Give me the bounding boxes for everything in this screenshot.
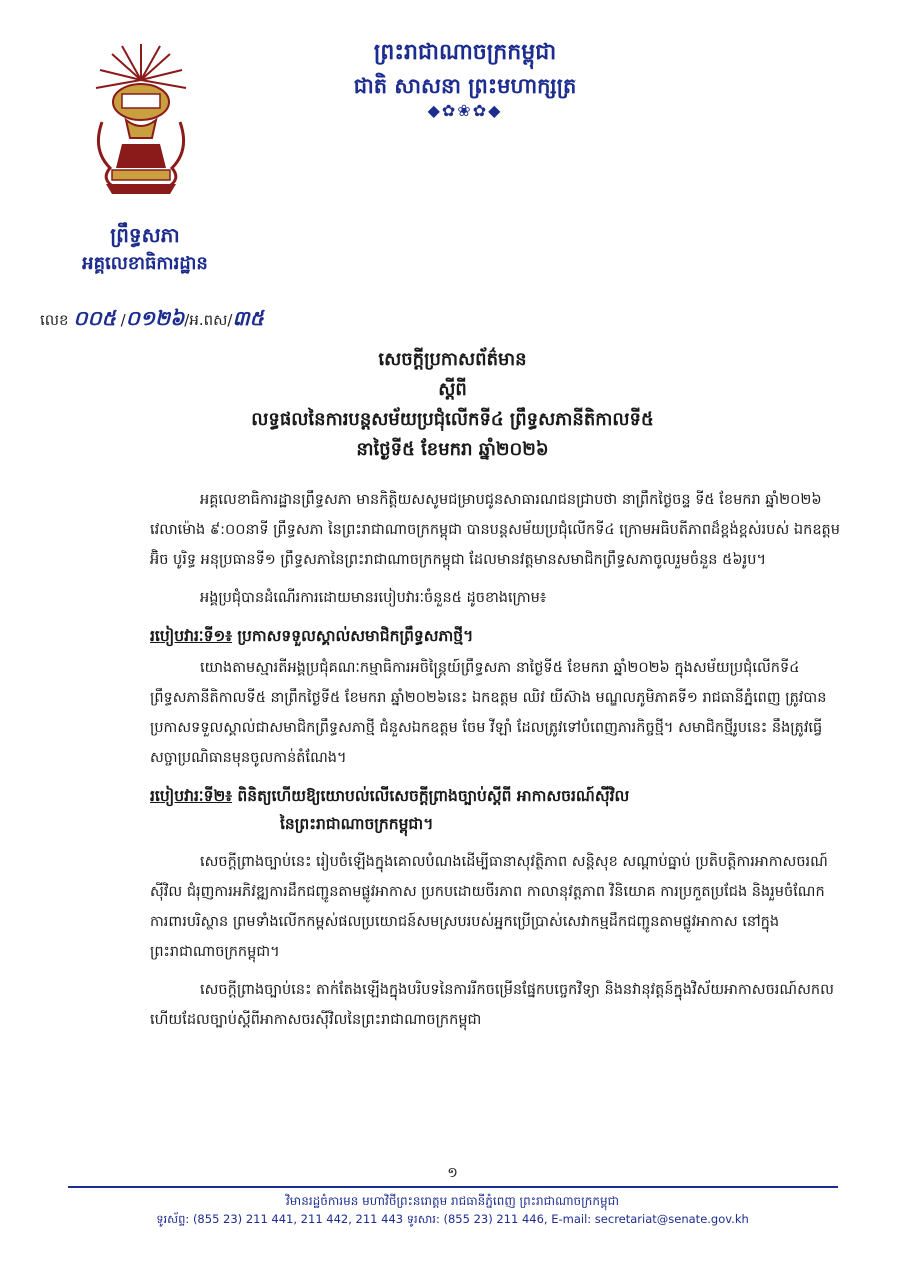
- reference-prefix: លេខ: [40, 311, 69, 329]
- ornament-divider: ◆✿❀✿◆: [427, 101, 503, 120]
- agenda-item-2-heading: [150, 781, 850, 811]
- document-body: [150, 485, 850, 1043]
- agenda-item-1-text: យោងតាមស្មារតីអង្គប្រជុំគណៈកម្មាធិការអចិន្ត្រៃយ៍ព្រឹទ្ធសភា នាថ្ងៃទី៥ ខែមករា ឆ្នាំ២០២៦ ក្នុងសម័យប្រជុំលើកទី៤ ព្រឹទ្ធសភានីតិកាលទី៥ នាព្រឹកថ្ងៃទី៥ ខែមករា ឆ្នាំ២០២៦នេះ ឯកឧត្តម ឈិវ យីស៊ាង មណ្ឌលភូមិភាគទី១ រាជធានីភ្នំពេញ ត្រូវបានប្រកាសទទួលស្គាល់ជាសមាជិកព្រឹទ្ធសភាថ្មី ជំនួសឯកឧត្តម ចែម វីឡាំ ដែលត្រូវទៅបំពេញភារកិច្ចថ្មី។ សមាជិកថ្មីរូបនេះ នឹងត្រូវធ្វើសច្ចាប្រណិធានមុនចូលកាន់តំណែង។: [150, 660, 827, 766]
- footer-contacts: ទូរស័ព្ទ: (855 23) 211 441, 211 442, 211 443 ទូរសារ: (855 23) 211 446, E-mail: secretariat@senate.gov.kh: [156, 1212, 749, 1226]
- senate-emblem: [82, 40, 200, 198]
- agenda-item-2-title-cont: នៃព្រះរាជាណាចក្រកម្ពុជា។: [280, 815, 434, 833]
- agenda-item-1-heading: [150, 621, 850, 651]
- page-footer: [0, 1162, 905, 1228]
- agenda-item-2-label: របៀបវារៈទី២៖: [150, 787, 233, 805]
- department-name: អគ្គលេខាធិការដ្ឋាន: [82, 253, 208, 274]
- title-line-1: សេចក្តីប្រកាសព័ត៌មាន: [378, 349, 527, 370]
- reference-code: /អ.ពស/: [184, 311, 233, 329]
- kingdom-header: [280, 36, 650, 120]
- footer-divider: [68, 1186, 838, 1188]
- intro-paragraph: អគ្គលេខាធិការដ្ឋានព្រឹទ្ធសភា មានកិត្តិយសសូមជម្រាបជូនសាធារណជនជ្រាបថា នាព្រឹកថ្ងៃចន្ទ ទី៥ ខែមករា ឆ្នាំ២០២៦ វេលាម៉ោង ៩:០០នាទី ព្រឹទ្ធសភា នៃព្រះរាជាណាចក្រកម្ពុជា បានបន្តសម័យប្រជុំលើកទី៤ ក្រោមអធិបតីភាពដ៏ខ្ពង់ខ្ពស់របស់ ឯកឧត្តម អ៊ិច បូរិទ្ធ អនុប្រធានទី១ ព្រឹទ្ធសភានៃព្រះរាជាណាចក្រកម្ពុជា ដែលមានវត្តមានសមាជិកព្រឹទ្ធសភាចូលរួមចំនួន ៥៦រូប។: [150, 492, 840, 568]
- agenda-item-1-title: ប្រកាសទទួលស្គាល់សមាជិកព្រឹទ្ធសភាថ្មី។: [237, 627, 474, 645]
- footer-address: វិមានរដ្ឋចំការមន មហាវិថីព្រះនរោត្តម រាជធានីភ្នំពេញ ព្រះរាជាណាចក្រកម្ពុជា: [285, 1194, 619, 1208]
- agenda-intro: អង្គប្រជុំបានដំណើរការដោយមានរបៀបវារៈចំនួន៥ ដូចខាងក្រោម៖: [200, 590, 547, 606]
- page-number: ១: [447, 1165, 458, 1181]
- reference-number: លេខ ០០៥ /០១២៦/អ.ពស/៣៥: [40, 306, 264, 330]
- organization-block: [40, 220, 250, 278]
- agenda-item-2-text-1: សេចក្តីព្រាងច្បាប់នេះ រៀបចំឡើងក្នុងគោលបំណងដើម្បីធានាសុវត្ថិភាព សន្តិសុខ សណ្តាប់ធ្នាប់ ប្រតិបត្តិការអាកាសចរណ៍ស៊ីវិល ជំរុញការអភិវឌ្ឍការដឹកជញ្ជូនតាមផ្លូវអាកាស ប្រកបដោយចីរភាព កាលានុវត្តភាព វិនិយោគ ការប្រកួតប្រជែង និងរួមចំណែកការពារបរិស្ថាន ព្រមទាំងលើកកម្ពស់ផលប្រយោជន៍សមស្របរបស់អ្នកប្រើប្រាស់សេវាកម្មដឹកជញ្ជូនតាមផ្លូវអាកាស នៅក្នុងព្រះរាជាណាចក្រកម្ពុជា។: [150, 854, 828, 960]
- agenda-item-2-text-2: សេចក្តីព្រាងច្បាប់នេះ តាក់តែងឡើងក្នុងបរិបទនៃការរីកចម្រើនផ្នែកបច្ចេកវិទ្យា និងនវានុវត្តន៍ក្នុងវិស័យអាកាសចរណ៍សកល ហើយដែលច្បាប់ស្តីពីអាកាសចរស៊ីវិលនៃព្រះរាជាណាចក្រកម្ពុជា: [150, 982, 834, 1028]
- organization-name: ព្រឹទ្ធសភា: [110, 223, 180, 247]
- title-line-4: នាថ្ងៃទី៥ ខែមករា ឆ្នាំ២០២៦: [356, 439, 549, 460]
- agenda-item-1-label: របៀបវារៈទី១៖: [150, 627, 233, 645]
- title-line-3: លទ្ធផលនៃការបន្តសម័យប្រជុំលើកទី៤ ព្រឹទ្ធសភានីតិកាលទី៥: [251, 409, 654, 430]
- national-motto: ជាតិ សាសនា ព្រះមហាក្សត្រ: [353, 74, 577, 98]
- reference-suffix: ៣៥: [232, 306, 264, 330]
- agenda-item-2-title: ពិនិត្យហើយឱ្យយោបល់លើសេចក្តីព្រាងច្បាប់ស្តីពី អាកាសចរណ៍ស៊ីវិល: [237, 787, 630, 805]
- document-title: [60, 345, 845, 465]
- reference-year: ០១២៦: [125, 306, 185, 330]
- title-line-2: ស្តីពី: [438, 379, 467, 400]
- reference-number-value: ០០៥: [73, 306, 116, 330]
- kingdom-name: ព្រះរាជាណាចក្រកម្ពុជា: [373, 40, 557, 65]
